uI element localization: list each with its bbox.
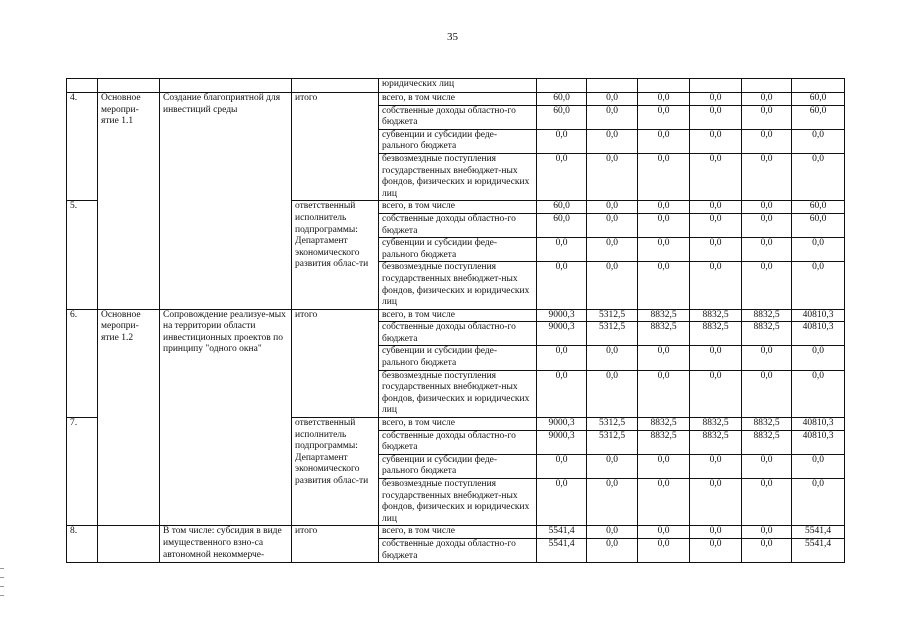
source-label: собственные доходы областно-го бюджета [379, 430, 537, 454]
value-cell: 0,0 [638, 105, 690, 129]
executor-cell: итого [292, 309, 379, 417]
value-cell: 0,0 [690, 238, 742, 262]
activity-type: Основное меропри-ятие 1.2 [98, 309, 160, 526]
value-cell: 0,0 [537, 479, 587, 526]
value-cell: 0,0 [742, 479, 792, 526]
value-cell: 40810,3 [792, 418, 845, 431]
value-cell: 0,0 [537, 238, 587, 262]
value-cell: 0,0 [690, 213, 742, 237]
value-cell: 0,0 [537, 346, 587, 370]
value-cell: 0,0 [638, 479, 690, 526]
value-cell: 5541,4 [537, 538, 587, 562]
value-cell: 0,0 [742, 238, 792, 262]
executor-cell: ответственный исполнитель подпрограммы: Департамент экономического развития облас-ти [292, 201, 379, 309]
row-number: 6. [67, 309, 98, 417]
row-number: 8. [67, 526, 98, 563]
value-cell: 0,0 [690, 262, 742, 309]
value-cell: 5541,4 [792, 538, 845, 562]
value-cell: 0,0 [638, 129, 690, 153]
value-cell: 9000,3 [537, 430, 587, 454]
value-cell: 0,0 [638, 238, 690, 262]
value-cell: 0,0 [638, 526, 690, 539]
page-number: 35 [447, 31, 458, 43]
value-cell: 0,0 [638, 346, 690, 370]
table-row [67, 526, 845, 539]
value-cell: 8832,5 [690, 309, 742, 322]
value-cell: 0,0 [638, 262, 690, 309]
value-cell: 8832,5 [690, 430, 742, 454]
activity-name: Создание благоприятной для инвестиций среды [160, 93, 292, 310]
value-cell: 0,0 [690, 129, 742, 153]
table-row [67, 93, 845, 106]
value-cell: 0,0 [638, 153, 690, 200]
source-label: всего, в том числе [379, 309, 537, 322]
value-cell: 0,0 [587, 93, 638, 106]
executor-cell: ответственный исполнитель подпрограммы: Департамент экономического развития облас-ти [292, 418, 379, 526]
activity-name: В том числе: субсидия в виде имущественного взно-са автономной некоммерче- [160, 526, 292, 563]
value-cell: 0,0 [587, 201, 638, 214]
source-label: субвенции и субсидии феде-рального бюджета [379, 346, 537, 370]
value-cell: 8832,5 [638, 418, 690, 431]
value-cell: 0,0 [690, 201, 742, 214]
source-label: юридических лиц [379, 79, 537, 93]
value-cell: 5312,5 [587, 322, 638, 346]
table-row [67, 79, 845, 93]
source-label: всего, в том числе [379, 418, 537, 431]
value-cell: 8832,5 [638, 322, 690, 346]
value-cell: 60,0 [792, 201, 845, 214]
value-cell: 8832,5 [690, 418, 742, 431]
value-cell: 8832,5 [638, 309, 690, 322]
value-cell: 0,0 [587, 370, 638, 417]
value-cell: 60,0 [537, 105, 587, 129]
value-cell: 0,0 [690, 526, 742, 539]
value-cell: 0,0 [742, 129, 792, 153]
value-cell: 0,0 [792, 479, 845, 526]
source-label: безвозмездные поступления государственных внебюджет-ных фондов, физических и юридических лиц [379, 262, 537, 309]
value-cell: 8832,5 [690, 322, 742, 346]
source-label: собственные доходы областно-го бюджета [379, 105, 537, 129]
value-cell: 0,0 [587, 213, 638, 237]
value-cell: 9000,3 [537, 322, 587, 346]
value-cell: 0,0 [742, 105, 792, 129]
value-cell: 0,0 [742, 262, 792, 309]
row-number: 5. [67, 201, 98, 309]
value-cell: 0,0 [742, 153, 792, 200]
source-label: всего, в том числе [379, 93, 537, 106]
value-cell: 0,0 [587, 238, 638, 262]
value-cell: 0,0 [537, 153, 587, 200]
value-cell: 0,0 [742, 346, 792, 370]
value-cell: 60,0 [792, 93, 845, 106]
value-cell: 0,0 [690, 153, 742, 200]
value-cell: 8832,5 [638, 430, 690, 454]
source-label: собственные доходы областно-го бюджета [379, 538, 537, 562]
value-cell: 0,0 [742, 201, 792, 214]
value-cell: 60,0 [537, 213, 587, 237]
value-cell: 0,0 [792, 370, 845, 417]
value-cell: 0,0 [690, 538, 742, 562]
value-cell: 0,0 [742, 370, 792, 417]
value-cell: 0,0 [537, 262, 587, 309]
value-cell: 0,0 [792, 129, 845, 153]
value-cell: 0,0 [690, 479, 742, 526]
value-cell: 0,0 [690, 454, 742, 478]
value-cell: 0,0 [792, 238, 845, 262]
source-label: собственные доходы областно-го бюджета [379, 322, 537, 346]
value-cell: 40810,3 [792, 430, 845, 454]
source-label: субвенции и субсидии феде-рального бюджета [379, 238, 537, 262]
value-cell: 8832,5 [742, 418, 792, 431]
value-cell: 0,0 [742, 454, 792, 478]
value-cell: 0,0 [792, 454, 845, 478]
value-cell: 0,0 [638, 538, 690, 562]
value-cell: 60,0 [537, 201, 587, 214]
value-cell: 0,0 [690, 93, 742, 106]
value-cell: 0,0 [742, 213, 792, 237]
source-label: всего, в том числе [379, 201, 537, 214]
value-cell: 0,0 [587, 129, 638, 153]
value-cell: 0,0 [638, 93, 690, 106]
executor-cell: итого [292, 93, 379, 201]
value-cell: 0,0 [587, 262, 638, 309]
source-label: всего, в том числе [379, 526, 537, 539]
row-number: 4. [67, 93, 98, 201]
value-cell: 40810,3 [792, 309, 845, 322]
value-cell: 0,0 [537, 370, 587, 417]
value-cell: 0,0 [638, 454, 690, 478]
source-label: собственные доходы областно-го бюджета [379, 213, 537, 237]
value-cell: 0,0 [537, 454, 587, 478]
value-cell: 0,0 [638, 201, 690, 214]
value-cell: 0,0 [742, 538, 792, 562]
value-cell: 0,0 [587, 538, 638, 562]
value-cell: 5541,4 [537, 526, 587, 539]
value-cell: 0,0 [587, 526, 638, 539]
value-cell: 0,0 [537, 129, 587, 153]
source-label: безвозмездные поступления государственных внебюджет-ных фондов, физических и юридических лиц [379, 370, 537, 417]
budget-table [66, 78, 845, 563]
executor-cell: итого [292, 526, 379, 563]
source-label: безвозмездные поступления государственных внебюджет-ных фондов, физических и юридических лиц [379, 153, 537, 200]
row-number: 7. [67, 418, 98, 526]
value-cell: 0,0 [587, 454, 638, 478]
value-cell: 8832,5 [742, 322, 792, 346]
value-cell: 0,0 [587, 105, 638, 129]
value-cell: 0,0 [587, 479, 638, 526]
value-cell: 5312,5 [587, 418, 638, 431]
value-cell: 9000,3 [537, 309, 587, 322]
source-label: субвенции и субсидии феде-рального бюджета [379, 129, 537, 153]
value-cell: 0,0 [587, 153, 638, 200]
scan-margin-marks [0, 568, 5, 608]
value-cell: 5312,5 [587, 309, 638, 322]
value-cell: 0,0 [742, 93, 792, 106]
value-cell: 60,0 [792, 213, 845, 237]
activity-name: Сопровождение реализуе-мых на территории области инвестиционных проектов по принципу "одного окна" [160, 309, 292, 526]
value-cell: 8832,5 [742, 430, 792, 454]
value-cell: 40810,3 [792, 322, 845, 346]
value-cell: 0,0 [690, 370, 742, 417]
value-cell: 5541,4 [792, 526, 845, 539]
value-cell: 0,0 [792, 346, 845, 370]
value-cell: 0,0 [638, 370, 690, 417]
value-cell: 0,0 [638, 213, 690, 237]
value-cell: 0,0 [792, 262, 845, 309]
value-cell: 60,0 [792, 105, 845, 129]
value-cell: 5312,5 [587, 430, 638, 454]
value-cell: 60,0 [537, 93, 587, 106]
value-cell: 0,0 [742, 526, 792, 539]
source-label: безвозмездные поступления государственных внебюджет-ных фондов, физических и юридических лиц [379, 479, 537, 526]
value-cell: 0,0 [690, 105, 742, 129]
value-cell: 8832,5 [742, 309, 792, 322]
table-row [67, 309, 845, 322]
value-cell: 0,0 [792, 153, 845, 200]
source-label: субвенции и субсидии феде-рального бюджета [379, 454, 537, 478]
value-cell: 0,0 [690, 346, 742, 370]
activity-type: Основное меропри-ятие 1.1 [98, 93, 160, 310]
value-cell: 9000,3 [537, 418, 587, 431]
value-cell: 0,0 [587, 346, 638, 370]
activity-type [98, 526, 160, 563]
